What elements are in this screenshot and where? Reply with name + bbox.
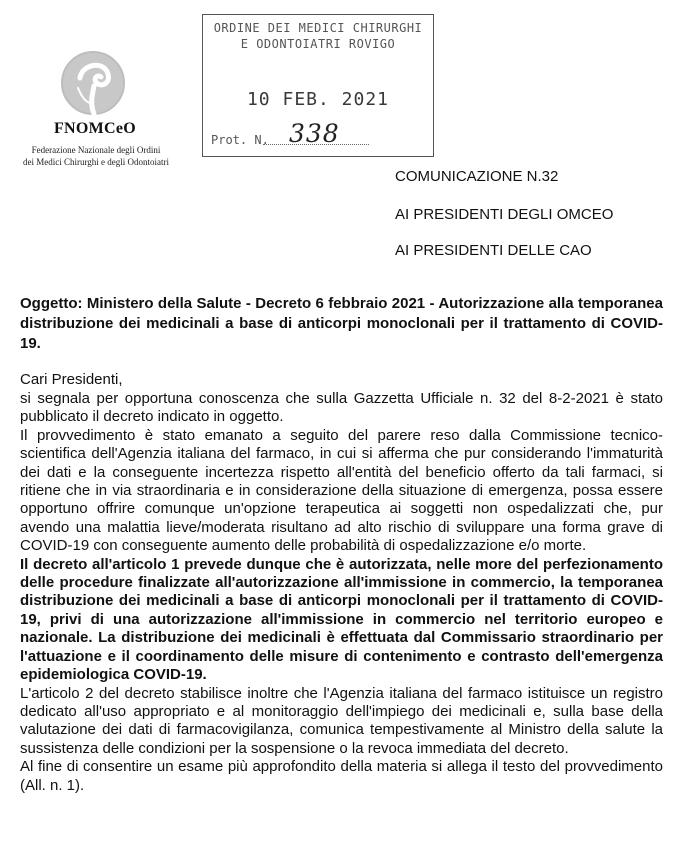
stamp-date: 10 FEB. 2021 <box>246 89 390 110</box>
stamp-protocol-number: 338 <box>289 119 340 148</box>
paragraph-bold: Il decreto all'articolo 1 prevede dunque che è autorizzata, nelle more del perfezionamento delle procedure finalizzate all'autorizzazione all'immissione in commercio, la temporanea distribuzione dei medicinali a base di anticorpi monoclonali per il trattamento di COVID-19, privi di una autorizzazione all'immissione in commercio nel territorio europeo e nazionale. La distribuzione dei medicinali è effettuata dal Commissario straordinario per l'attuazione e il coordinamento delle misure di contenimento e contrasto dell'emergenza epidemiologica COVID-19. <box>20 555 663 684</box>
greeting: Cari Presidenti, <box>20 371 123 388</box>
organization-full-name-line2: dei Medici Chirurghi e degli Odontoiatri <box>22 157 170 167</box>
organization-full-name-line1: Federazione Nazionale degli Ordini <box>31 145 161 155</box>
communication-number: COMUNICAZIONE N.32 <box>395 168 559 185</box>
paragraph: Il provvedimento è stato emanato a seguito del parere reso dalla Commissione tecnico-scientifica dell'Agenzia italiana del farmaco, in cui si afferma che pur considerando l'immaturità dei dati e la conseguente incertezza rispetto all'entità del beneficio offerto da tali farmaci, si ritiene che in via straordinaria e in considerazione della situazione di emergenza, possa essere opportuno offrire comunque un'opzione terapeutica ai soggetti non ospedalizzati che, pur avendo una malattia lieve/moderata risultano ad alto rischio di sviluppare una forma grave di COVID-19 con conseguente aumento delle probabilità di ospedalizzazione e/o morte. <box>20 426 663 555</box>
stamp-protocol-label: Prot. N. <box>211 133 269 147</box>
protocol-stamp <box>202 14 434 157</box>
recipient-line1: AI PRESIDENTI DEGLI OMCEO <box>395 206 614 223</box>
stamp-line2: E ODONTOIATRI ROVIGO <box>240 37 396 51</box>
stamp-line1: ORDINE DEI MEDICI CHIRURGHI <box>213 21 423 35</box>
organization-name: FNOMCeO <box>53 120 137 137</box>
subject: Oggetto: Ministero della Salute - Decreto 6 febbraio 2021 - Autorizzazione alla temporanea distribuzione dei medicinali a base di anticorpi monoclonali per il trattamento di COVID-19. <box>20 295 663 352</box>
organization-full-name <box>16 144 176 168</box>
fnomceo-logo-icon <box>56 48 130 118</box>
paragraph: si segnala per opportuna conoscenza che sulla Gazzetta Ufficiale n. 32 del 8-2-2021 è stato pubblicato il decreto indicato in oggetto. <box>20 390 663 426</box>
letter-body <box>20 390 663 795</box>
recipient-line2: AI PRESIDENTI DELLE CAO <box>395 242 592 259</box>
paragraph: Al fine di consentire un esame più approfondito della materia si allega il testo del provvedimento (All. n. 1). <box>20 758 663 794</box>
paragraph: L'articolo 2 del decreto stabilisce inoltre che l'Agenzia italiana del farmaco istituisce un registro dedicato all'uso appropriato e al monitoraggio dell'impiego dei medicinali e, sulla base della valutazione dei dati di farmacovigilanza, comunica tempestivamente al Ministro della salute la sussistenza delle condizioni per la sospensione o la revoca immediata del decreto. <box>20 684 663 757</box>
